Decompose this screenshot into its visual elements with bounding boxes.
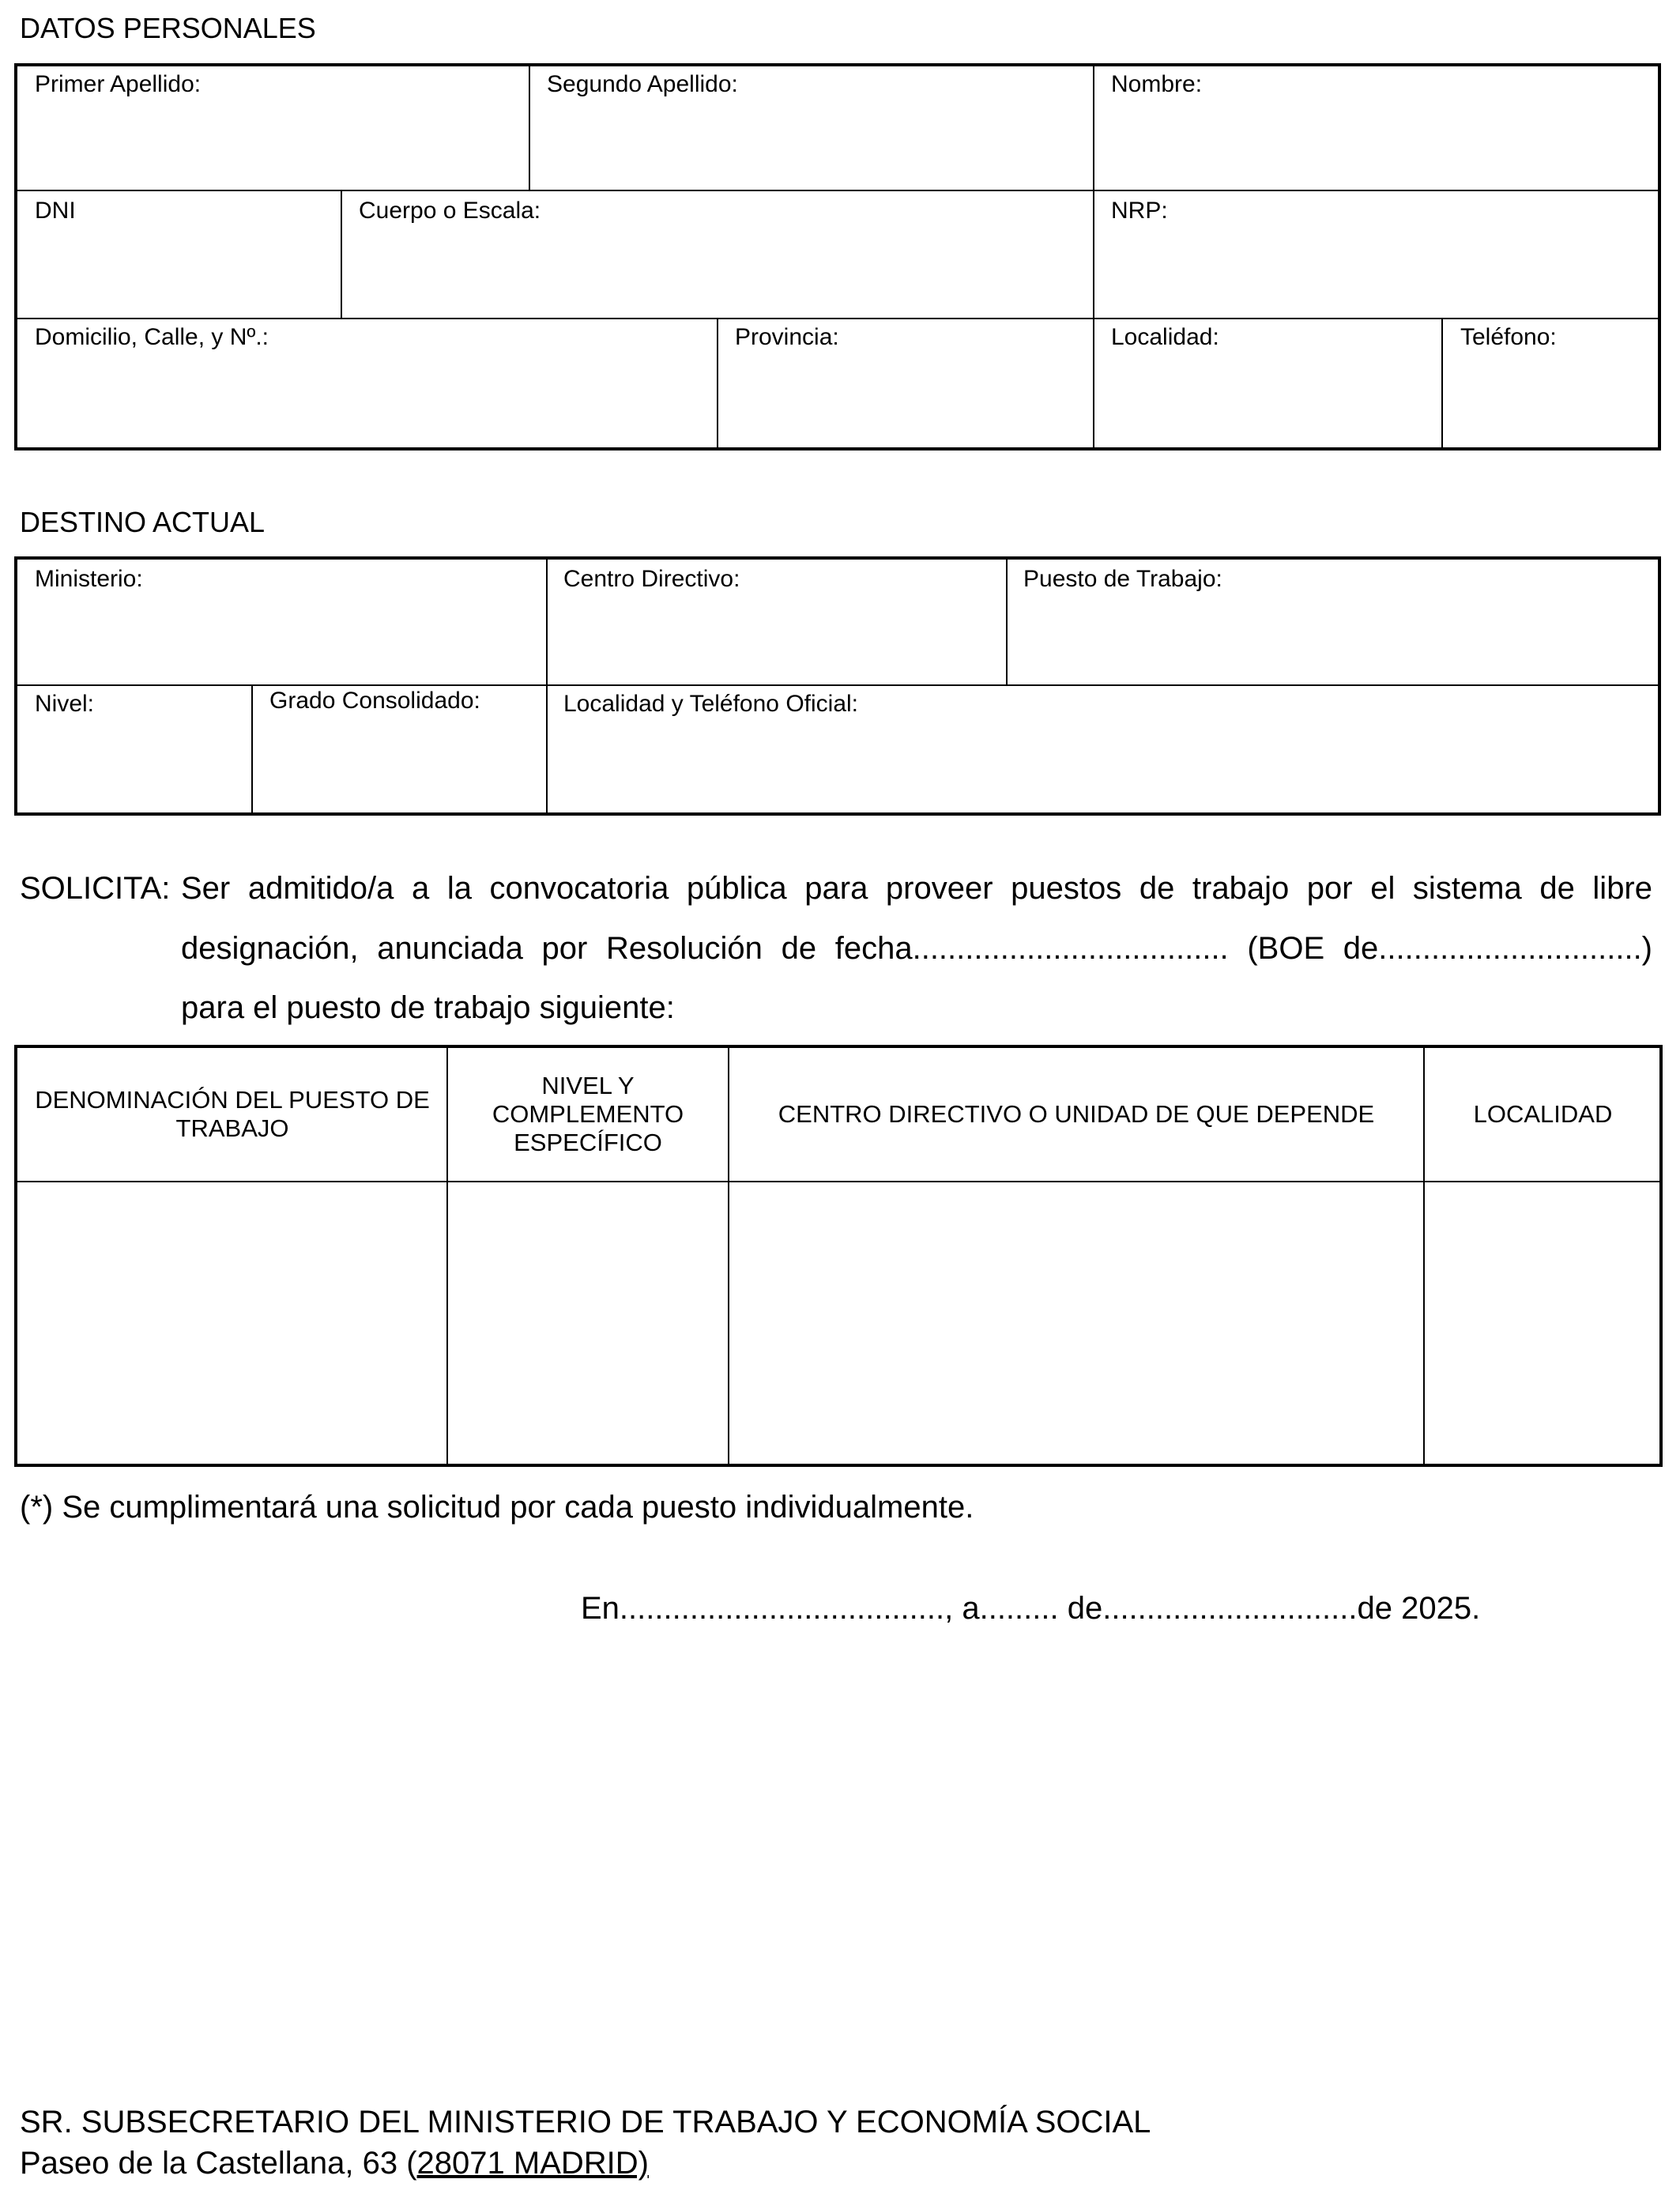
addressee-line-1: SR. SUBSECRETARIO DEL MINISTERIO DE TRABAJO Y ECONOMÍA SOCIAL [20,2105,1151,2139]
cell-denominacion[interactable] [17,1183,445,1464]
date-line: En....................................., a......... de.............................de 2025. [581,1591,1481,1626]
header-localidad: LOCALIDAD [1473,1100,1613,1128]
divider [1006,558,1008,684]
divider [1441,318,1443,449]
ministerio-field[interactable]: Ministerio: [35,566,143,592]
addressee-line-2 [20,2145,649,2181]
destino-actual-title: DESTINO ACTUAL [20,506,266,538]
divider [16,684,1659,686]
cell-localidad[interactable] [1426,1183,1659,1464]
divider [529,65,530,191]
datos-personales-title: DATOS PERSONALES [20,12,316,44]
divider [341,190,342,318]
divider [446,1046,448,1465]
header-denominacion: DENOMINACIÓN DEL PUESTO DE TRABAJO [35,1086,430,1142]
centro-directivo-field[interactable]: Centro Directivo: [563,566,740,592]
divider [251,684,253,814]
cell-nivel-complemento[interactable] [449,1183,726,1464]
header-nivel-complemento: NIVEL Y COMPLEMENTO ESPECÍFICO [492,1072,684,1156]
localidad-field[interactable]: Localidad: [1111,324,1219,350]
divider [1423,1046,1425,1465]
localidad-telefono-field[interactable]: Localidad y Teléfono Oficial: [563,691,859,717]
header-centro-directivo: CENTRO DIRECTIVO O UNIDAD DE QUE DEPENDE [778,1100,1375,1128]
solicita-line-3: para el puesto de trabajo siguiente: [181,990,675,1025]
nrp-field[interactable]: NRP: [1111,198,1168,224]
divider [1093,65,1094,449]
datos-personales-box [14,63,1661,450]
destino-actual-box [14,556,1661,816]
divider [728,1046,729,1465]
divider [546,558,548,814]
divider [16,1181,1661,1182]
provincia-field[interactable]: Provincia: [735,324,839,350]
cell-centro-directivo[interactable] [730,1183,1422,1464]
domicilio-field[interactable]: Domicilio, Calle, y Nº.: [35,324,269,350]
addressee-street: Paseo de la Castellana, 63 ( [20,2146,417,2181]
divider [16,190,1659,191]
nombre-field[interactable]: Nombre: [1111,71,1203,97]
solicita-line-2: designación, anunciada por Resolución de fecha.................................... (BOE de..............................) [181,931,1652,966]
divider [717,318,718,449]
puesto-trabajo-field[interactable]: Puesto de Trabajo: [1023,566,1222,592]
dni-field[interactable]: DNI [35,198,76,224]
divider [16,318,1659,319]
note: (*) Se cumplimentará una solicitud por cada puesto individualmente. [20,1490,974,1525]
cuerpo-escala-field[interactable]: Cuerpo o Escala: [359,198,541,224]
addressee-postal: 28071 MADRID) [416,2146,649,2181]
segundo-apellido-field[interactable]: Segundo Apellido: [547,71,738,97]
grado-consolidado-field[interactable]: Grado Consolidado: [269,688,480,714]
primer-apellido-field[interactable]: Primer Apellido: [35,71,202,97]
solicita-line-1: Ser admitido/a a la convocatoria pública para proveer puestos de trabajo por el sistema de libre [181,871,1652,906]
solicita-label: SOLICITA: [20,871,171,906]
telefono-field[interactable]: Teléfono: [1460,324,1557,350]
nivel-field[interactable]: Nivel: [35,691,95,717]
